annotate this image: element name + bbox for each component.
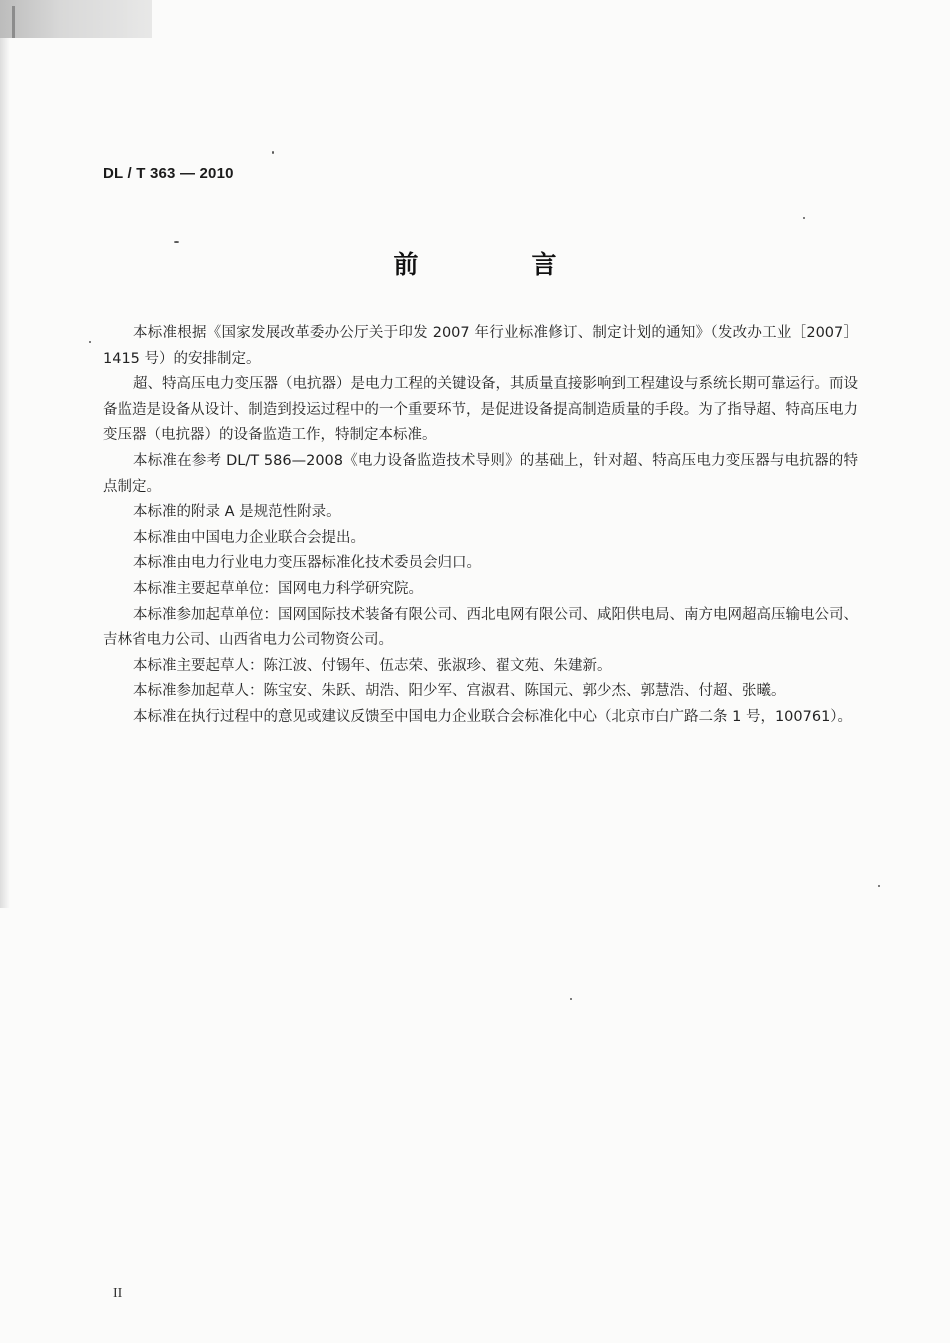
scan-speck [803, 217, 805, 219]
scan-speck [878, 885, 880, 887]
scan-edge-shadow [0, 38, 10, 908]
page-title: 前 言 [393, 250, 601, 279]
paragraph: 本标准参加起草人：陈宝安、朱跃、胡浩、阳少军、宫淑君、陈国元、郭少杰、郭慧浩、付超、张曦。 [133, 683, 786, 700]
scan-speck [570, 998, 572, 1000]
foreword-body [103, 321, 858, 731]
paragraph: 本标准主要起草单位：国网电力科学研究院。 [133, 580, 423, 597]
standard-code: DL / T 363 — 2010 [103, 165, 234, 182]
scan-speck [89, 341, 91, 343]
paragraph: 本标准在执行过程中的意见或建议反馈至中国电力企业联合会标准化中心（北京市白广路二条 1 号，100761）。 [133, 708, 853, 725]
paragraph: 本标准主要起草人：陈江波、付锡年、伍志荣、张淑珍、翟文苑、朱建新。 [133, 657, 612, 674]
page-number: II [113, 1286, 123, 1301]
paragraph: 本标准在参考 DL/T 586—2008《电力设备监造技术导则》的基础上，针对超、特高压电力变压器与电抗器的特点制定。 [103, 452, 858, 495]
scan-speck [272, 151, 274, 154]
paragraph: 本标准参加起草单位：国网国际技术装备有限公司、西北电网有限公司、咸阳供电局、南方电网超高压输电公司、吉林省电力公司、山西省电力公司物资公司。 [103, 606, 858, 649]
paragraph: 本标准由电力行业电力变压器标准化技术委员会归口。 [133, 555, 481, 572]
paragraph: 超、特高压电力变压器（电抗器）是电力工程的关键设备，其质量直接影响到工程建设与系统长期可靠运行。而设备监造是设备从设计、制造到投运过程中的一个重要环节，是促进设备提高制造质量的手段。为了指导超、特高压电力变压器（电抗器）的设备监造工作，特制定本标准。 [103, 376, 858, 444]
paragraph: 本标准由中国电力企业联合会提出。 [133, 529, 365, 546]
paragraph: 本标准的附录 A 是规范性附录。 [133, 504, 341, 521]
scan-speck [174, 241, 179, 243]
paragraph: 本标准根据《国家发展改革委办公厅关于印发 2007 年行业标准修订、制定计划的通知》（发改办工业［2007］1415 号）的安排制定。 [103, 325, 858, 367]
scan-corner-mark [0, 0, 152, 38]
